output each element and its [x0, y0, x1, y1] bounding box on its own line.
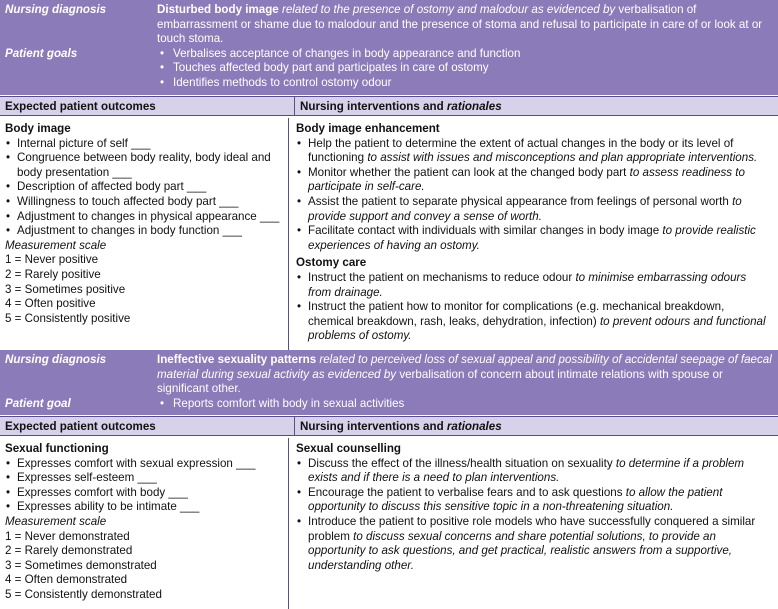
scale-item: 4 = Often positive [5, 297, 96, 311]
list-item: • Internal picture of self ___ [5, 137, 282, 152]
patient-goals-list [157, 47, 772, 91]
nursing-diagnosis-label: Nursing diagnosis [5, 353, 107, 366]
list-item: • Instruct the patient on mechanisms to reduce odour to minimise embarrassing odours from drainage. [296, 271, 772, 300]
outcomes-column [0, 118, 289, 350]
list-item: • Description of affected body part ___ [5, 180, 282, 195]
diagnosis-banner-1 [0, 0, 778, 95]
interventions-list [296, 271, 772, 344]
list-item: • Expresses comfort with sexual expression ___ [5, 457, 282, 472]
diagnosis-banner-2 [0, 350, 778, 415]
section-body-2 [0, 438, 778, 609]
column-header-2 [0, 416, 778, 436]
list-item: • Willingness to touch affected body part ___ [5, 195, 282, 210]
list-item: • Instruct the patient how to monitor for complications (e.g. mechanical breakdown, chemical breakdown, rash, leaks, dehydration, infection) to prevent odours and functional problems of ostomy. [296, 300, 772, 344]
outcomes-list [5, 457, 282, 515]
outcomes-header: Expected patient outcomes [0, 417, 295, 435]
list-item: • Identifies methods to control ostomy odour [157, 76, 772, 91]
interventions-list [296, 137, 772, 254]
outcome-title: Sexual functioning [5, 442, 109, 455]
list-item: • Introduce the patient to positive role models who have successfully conquered a similar problem to discuss sexual concerns and share potential solutions, to provide an opportunity to ask questions, and get practical, realistic answers from a supportive, understanding other. [296, 515, 772, 573]
outcomes-list [5, 137, 282, 239]
patient-goal-label: Patient goal [5, 396, 71, 410]
outcome-title: Body image [5, 122, 71, 135]
scale-item: 5 = Consistently positive [5, 311, 131, 325]
diagnosis-statement: Disturbed body image related to the presence of ostomy and malodour as evidenced by verbalisation of embarrassment or shame due to malodour and the presence of stoma and refusal to participate in care of or look at or touch stoma. [157, 3, 763, 46]
patient-goals-label: Patient goals [5, 46, 78, 60]
interventions-column [289, 118, 778, 350]
list-item: • Discuss the effect of the illness/health situation on sexuality to determine if a problem exists and if there is a need to plan interventions. [296, 457, 772, 486]
intervention-title: Body image enhancement [296, 122, 440, 135]
measurement-scale-label: Measurement scale [5, 238, 107, 252]
diagnosis-title: Ineffective sexuality patterns [157, 353, 317, 366]
interventions-header: Nursing interventions and rationales [300, 420, 502, 433]
section-body-1 [0, 118, 778, 350]
list-item: • Expresses self-esteem ___ [5, 471, 282, 486]
scale-item: 2 = Rarely demonstrated [5, 544, 133, 558]
diagnosis-statement: Ineffective sexuality patterns related to perceived loss of sexual appeal and possibility of accidental seepage of faecal material during sexual activity as evidenced by verbalisation of concern about intimate relations with spouse or significant other. [157, 353, 772, 396]
list-item: • Adjustment to changes in physical appearance ___ [5, 210, 282, 225]
scale-item: 3 = Sometimes demonstrated [5, 558, 157, 572]
list-item: • Touches affected body part and participates in care of ostomy [157, 61, 772, 76]
list-item: • Expresses ability to be intimate ___ [5, 500, 282, 515]
scale-item: 4 = Often demonstrated [5, 573, 128, 587]
nursing-diagnosis-label: Nursing diagnosis [5, 3, 107, 16]
patient-goals-list [157, 397, 772, 412]
scale-item: 1 = Never demonstrated [5, 529, 130, 543]
scale-item: 2 = Rarely positive [5, 267, 101, 281]
list-item: • Help the patient to determine the extent of actual changes in the body or its level of functioning to assist with issues and misconceptions and plan appropriate interventions. [296, 137, 772, 166]
list-item: • Reports comfort with body in sexual activities [157, 397, 772, 412]
intervention-title: Sexual counselling [296, 442, 402, 455]
list-item: • Verbalises acceptance of changes in body appearance and function [157, 47, 772, 62]
scale-item: 1 = Never positive [5, 253, 99, 267]
list-item: • Adjustment to changes in body function ___ [5, 224, 282, 239]
list-item: • Facilitate contact with individuals with similar changes in body image to provide realistic experiences of having an ostomy. [296, 224, 772, 253]
list-item: • Assist the patient to separate physical appearance from feelings of personal worth to provide support and convey a sense of worth. [296, 195, 772, 224]
outcomes-header: Expected patient outcomes [0, 97, 295, 115]
list-item: • Monitor whether the patient can look at the changed body part to assess readiness to participate in self-care. [296, 166, 772, 195]
scale-item: 5 = Consistently demonstrated [5, 587, 162, 601]
list-item: • Expresses comfort with body ___ [5, 486, 282, 501]
interventions-header: Nursing interventions and rationales [300, 100, 502, 113]
list-item: • Congruence between body reality, body ideal and body presentation ___ [5, 151, 282, 180]
column-header-1 [0, 96, 778, 116]
intervention-title: Ostomy care [296, 256, 367, 270]
interventions-column [289, 438, 778, 609]
list-item: • Encourage the patient to verbalise fears and to ask questions to allow the patient opportunity to discuss this sensitive topic in a non-threatening situation. [296, 486, 772, 515]
scale-item: 3 = Sometimes positive [5, 282, 126, 296]
interventions-list [296, 457, 772, 574]
outcomes-column [0, 438, 289, 609]
measurement-scale-label: Measurement scale [5, 514, 107, 528]
diagnosis-title: Disturbed body image [157, 3, 279, 16]
